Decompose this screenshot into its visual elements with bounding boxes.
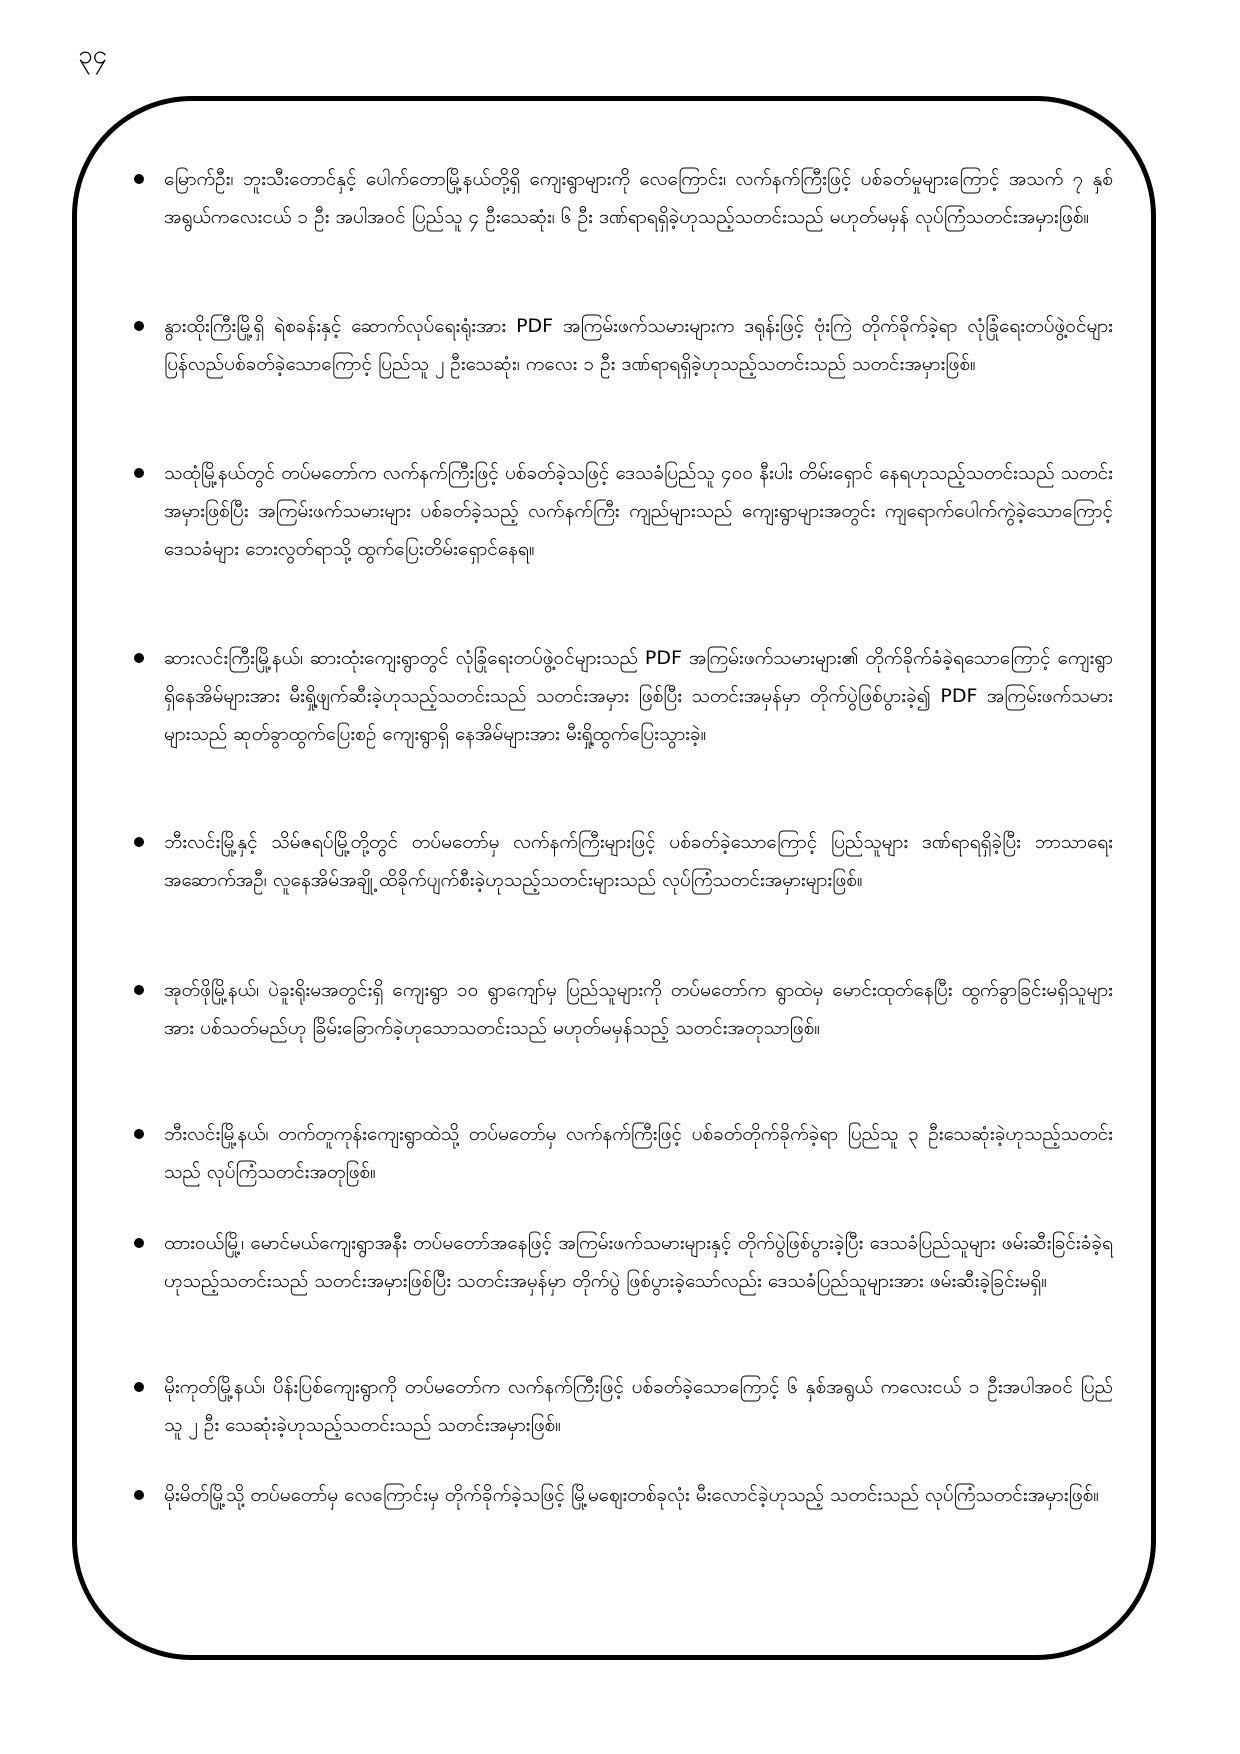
- bullet-icon: [134, 837, 144, 847]
- list-item: [128, 160, 1113, 307]
- list-item-text: သထုံမြို့နယ်တွင် တပ်မတော်က လက်နက်ကြီးဖြင့် ပစ်ခတ်ခဲ့သဖြင့် ဒေသခံပြည်သူ ၄၀၀ နီးပါး တိမ်းရှောင် နေရဟုသည့်သတင်းသည် သတင်းအမှားဖြစ်ပြီး အကြမ်းဖက်သမားများ ပစ်ခတ်ခဲ့သည့် လက်နက်ကြီး ကျည်များသည် ကျေးရွာများအတွင်း ကျရောက်ပေါက်ကွဲခဲ့သောကြောင့် ဒေသခံများ ဘေးလွတ်ရာသို့ ထွက်ပြေးတိမ်းရှောင်နေရ။: [164, 462, 1113, 560]
- bullet-icon: [134, 1238, 144, 1248]
- list-item-text: ထားဝယ်မြို့၊ မောင်မယ်ကျေးရွာအနီး တပ်မတော်အနေဖြင့် အကြမ်းဖက်သမားများနှင့် တိုက်ပွဲဖြစ်ပွားခဲ့ပြီး ဒေသခံပြည်သူများ ဖမ်းဆီးခြင်းခံခဲ့ရဟုသည့်သတင်းသည် သတင်းအမှားဖြစ်ပြီး သတင်းအမှန်မှာ တိုက်ပွဲ ဖြစ်ပွားခဲ့သော်လည်း ဒေသခံပြည်သူများအား ဖမ်းဆီးခဲ့ခြင်းမရှိ။: [164, 1232, 1113, 1292]
- news-correction-list: [128, 160, 1113, 1556]
- list-item: [128, 1224, 1113, 1368]
- bullet-icon: [134, 174, 144, 184]
- list-item-text: ဘီးလင်းမြို့နယ်၊ တက်တူကုန်းကျေးရွာထဲသို့ တပ်မတော်မှ လက်နက်ကြီးဖြင့် ပစ်ခတ်တိုက်ခိုက်ခဲ့ရာ ပြည်သူ ၃ ဦးသေဆုံးခဲ့ဟုသည့်သတင်းသည် လုပ်ကြံသတင်းအတုဖြစ်။: [164, 1123, 1113, 1183]
- list-item-text: နွားထိုးကြီးမြို့ရှိ ရဲစခန်းနှင့် ဆောက်လုပ်ရေးရုံးအား PDF အကြမ်းဖက်သမားများက ဒရုန်းဖြင့် ဗုံးကြဲ တိုက်ခိုက်ခဲ့ရာ လုံခြုံရေးတပ်ဖွဲ့ဝင်များ ပြန်လည်ပစ်ခတ်ခဲ့သောကြောင့် ပြည်သူ ၂ ဦးသေဆုံး၊ ကလေး ၁ ဦး ဒဏ်ရာရရှိခဲ့ဟုသည့်သတင်းသည် သတင်းအမှားဖြစ်။: [164, 315, 1113, 375]
- list-item: [128, 971, 1113, 1115]
- page-number: ၃၄: [78, 40, 108, 70]
- list-item: [128, 639, 1113, 823]
- list-item-text: မိုးမိတ်မြို့သို့ တပ်မတော်မှ လေကြောင်းမှ တိုက်ခိုက်ခဲ့သဖြင့် မြို့မဈေးတစ်ခုလုံး မီးလောင်ခဲ့ဟုသည့် သတင်းသည် လုပ်ကြံသတင်းအမှားဖြစ်။: [164, 1484, 1100, 1506]
- list-item: [128, 454, 1113, 639]
- list-item-text: ဆားလင်းကြီးမြို့နယ်၊ ဆားထုံးကျေးရွာတွင် လုံခြုံရေးတပ်ဖွဲ့ဝင်များသည် PDF အကြမ်းဖက်သမားများ၏ တိုက်ခိုက်ခံခဲ့ရသောကြောင့် ကျေးရွာရှိနေအိမ်များအား မီးရှို့ဖျက်ဆီးခဲ့ဟုသည့်သတင်းသည် သတင်းအမှား ဖြစ်ပြီး သတင်းအမှန်မှာ တိုက်ပွဲဖြစ်ပွားခဲ့၍ PDF အကြမ်းဖက်သမားများသည် ဆုတ်ခွာထွက်ပြေးစဉ် ကျေးရွာရှိ နေအိမ်များအား မီးရှို့ထွက်ပြေးသွားခဲ့။: [164, 647, 1113, 745]
- list-item-text: မိုးကုတ်မြို့နယ်၊ ပိန်းပြစ်ကျေးရွာကို တပ်မတော်က လက်နက်ကြီးဖြင့် ပစ်ခတ်ခဲ့သောကြောင့် ၆ နှစ်အရွယ် ကလေးငယ် ၁ ဦးအပါအဝင် ပြည်သူ ၂ ဦး သေဆုံးခဲ့ဟုသည့်သတင်းသည် သတင်းအမှားဖြစ်။: [164, 1376, 1113, 1436]
- list-item: [128, 307, 1113, 454]
- list-item-text: အုတ်ဖိုမြို့နယ်၊ ပဲခူးရိုးမအတွင်းရှိ ကျေးရွာ ၁၀ ရွာကျော်မှ ပြည်သူများကို တပ်မတော်က ရွာထဲမှ မောင်းထုတ်နေပြီး ထွက်ခွာခြင်းမရှိသူများအား ပစ်သတ်မည်ဟု ခြိမ်းခြောက်ခဲ့ဟုသောသတင်းသည် မဟုတ်မမှန်သည့် သတင်းအတုသာဖြစ်။: [164, 979, 1113, 1039]
- list-item-text: ဘီးလင်းမြို့နှင့် သိမ်ဇရပ်မြို့တို့တွင် တပ်မတော်မှ လက်နက်ကြီးများဖြင့် ပစ်ခတ်ခဲ့သောကြောင့် ပြည်သူများ ဒဏ်ရာရရှိခဲ့ပြီး ဘာသာရေးအဆောက်အဦ၊ လူနေအိမ်အချို့ ထိခိုက်ပျက်စီးခဲ့ဟုသည့်သတင်းများသည် လုပ်ကြံသတင်းအမှားများဖြစ်။: [164, 831, 1113, 891]
- bullet-icon: [134, 468, 144, 478]
- bullet-icon: [134, 1129, 144, 1139]
- bullet-icon: [134, 1382, 144, 1392]
- bullet-icon: [134, 985, 144, 995]
- bullet-icon: [134, 653, 144, 663]
- list-item: [128, 823, 1113, 971]
- list-item: [128, 1115, 1113, 1224]
- bullet-icon: [134, 1490, 144, 1500]
- list-item: [128, 1476, 1113, 1556]
- bullet-icon: [134, 321, 144, 331]
- list-item-text: မြောက်ဦး၊ ဘူးသီးတောင်နှင့် ပေါက်တောမြို့နယ်တို့ရှိ ကျေးရွာများကို လေကြောင်း၊ လက်နက်ကြီးဖြင့် ပစ်ခတ်မှုများကြောင့် အသက် ၇ နှစ်အရွယ်ကလေးငယ် ၁ ဦး အပါအဝင် ပြည်သူ ၄ ဦးသေဆုံး၊ ၆ ဦး ဒဏ်ရာရရှိခဲ့ဟုသည့်သတင်းသည် မဟုတ်မမှန် လုပ်ကြံသတင်းအမှားဖြစ်။: [164, 168, 1113, 228]
- list-item: [128, 1368, 1113, 1476]
